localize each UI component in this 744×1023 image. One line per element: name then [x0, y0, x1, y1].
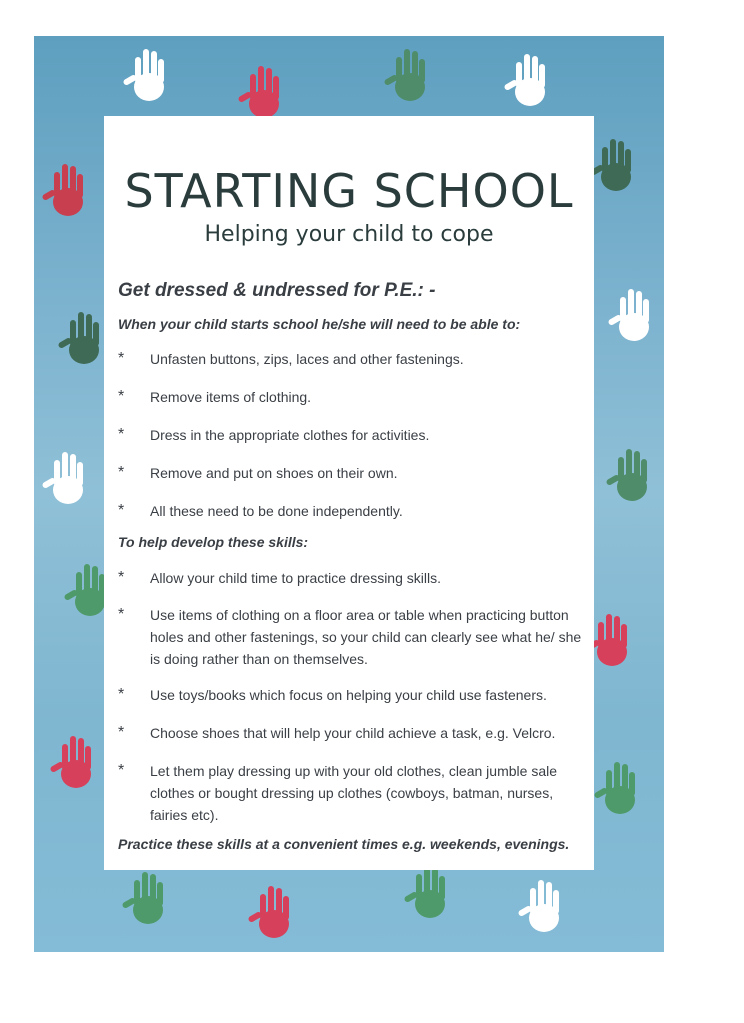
page-title: STARTING SCHOOL [124, 164, 574, 218]
handprint-icon [57, 312, 99, 364]
handprint-icon [49, 736, 91, 788]
handprint-icon [607, 289, 649, 341]
list-item-text: Remove items of clothing. [150, 389, 312, 405]
footer-note: Practice these skills at a convenient times e.g. weekends, evenings. [118, 836, 570, 852]
list-item-text: Dress in the appropriate clothes for activities. [150, 427, 430, 443]
handprint-icon [41, 164, 83, 216]
handprint-icon [63, 564, 105, 616]
handprint-icon [41, 452, 83, 504]
list-item-text: Choose shoes that will help your child achieve a task, e.g. Velcro. [150, 725, 556, 741]
bullet-star-icon: * [118, 606, 125, 623]
list-item-text: Use toys/books which focus on helping your child use fasteners. [150, 687, 547, 703]
handprint-icon [605, 449, 647, 501]
list-item-text: Use items of clothing on a floor area or table when practicing button holes and other fastenings, so your child can clearly see what he/ she is doing rather than on themselves. [150, 607, 582, 667]
section1-intro: When your child starts school he/she will need to be able to: [118, 316, 521, 332]
list-item-text: Let them play dressing up with your old clothes, clean jumble sale clothes or bought dressing up clothes (cowboys, batman, nurses, fairies etc). [150, 763, 557, 823]
bullet-star-icon: * [118, 388, 125, 405]
page-subtitle: Helping your child to cope [204, 222, 494, 247]
bullet-star-icon: * [118, 502, 125, 519]
list-item-text: Allow your child time to practice dressing skills. [150, 570, 441, 586]
bullet-star-icon: * [118, 724, 125, 741]
handprint-icon [503, 54, 545, 106]
handprint-icon [247, 886, 289, 938]
handprint-icon [383, 49, 425, 101]
bullet-star-icon: * [118, 350, 125, 367]
section2-intro: To help develop these skills: [118, 534, 309, 550]
list-item-text: All these need to be done independently. [150, 503, 403, 519]
list-item-text: Unfasten buttons, zips, laces and other fastenings. [150, 351, 464, 367]
bullet-star-icon: * [118, 762, 125, 779]
bullet-star-icon: * [118, 686, 125, 703]
bullet-star-icon: * [118, 426, 125, 443]
handprint-icon [122, 49, 164, 101]
section-heading: Get dressed & undressed for P.E.: - [118, 280, 436, 301]
handprint-icon [593, 762, 635, 814]
content-panel [104, 116, 594, 870]
bullet-star-icon: * [118, 464, 125, 481]
list-item-text: Remove and put on shoes on their own. [150, 465, 398, 481]
handprint-icon [403, 866, 445, 918]
handprint-icon [121, 872, 163, 924]
handprint-icon [589, 139, 631, 191]
bullet-star-icon: * [118, 569, 125, 586]
handprint-icon [237, 66, 279, 118]
handprint-icon [517, 880, 559, 932]
